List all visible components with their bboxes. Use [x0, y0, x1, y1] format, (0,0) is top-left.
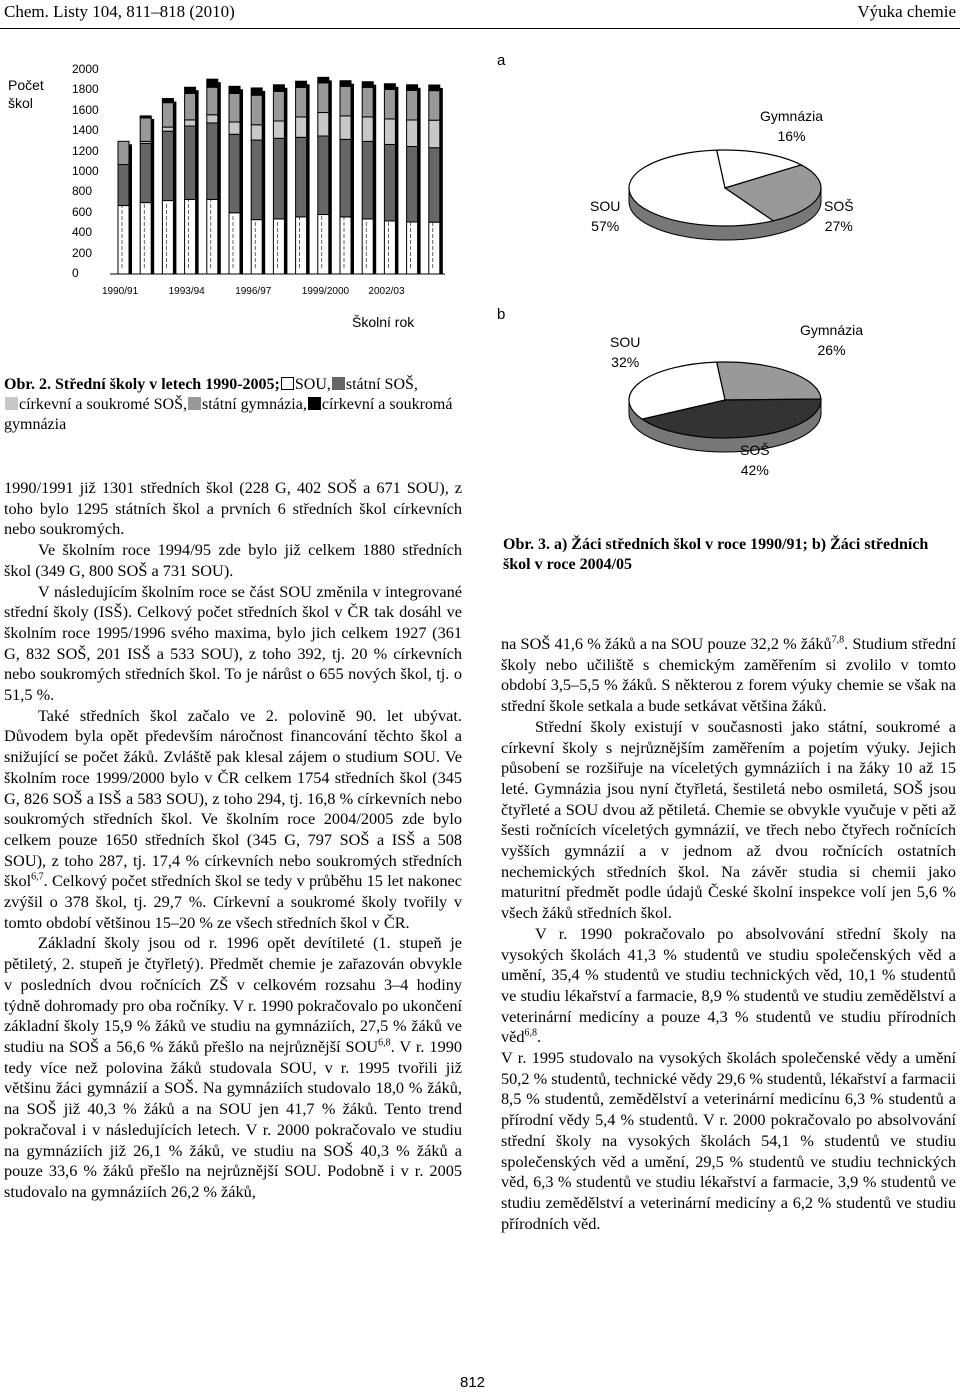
- x-tick-label: 1990/91: [102, 286, 139, 297]
- left-p5-tail: . V r. 1990 tedy více než polovina žáků studovala SOU, v r. 1995 tvořili již většinu žáci gymnázií a SOŠ. Na gymnáziích studovalo 18,0 % žáků, na SOŠ již 40,3 % žáků a na SOU jen 41,7 % žáků. Tento trend pokračoval i v následujících letech. V r. 2000 pokračovalo ve studiu na gymnáziích již 26,1 % žáků, ve studiu na SOŠ 40,3 % žáků a pouze 33,6 % žáků přešlo na nejrůznější SOU. Podobně i v r. 2005 studovalo na gymnáziích 26,2 % žáků,: [4, 1036, 462, 1201]
- y-tick-label: 0: [72, 266, 79, 280]
- pie-a-sou-name: SOU: [590, 198, 621, 214]
- y-tick-label: 600: [72, 204, 93, 219]
- x-tick-label: 1996/97: [235, 286, 272, 297]
- left-paragraph-1: 1990/1991 již 1301 středních škol (228 G, 402 SOŠ a 671 SOU), z toho bylo 1295 státních škol a prvních 6 středních škol církevních nebo soukromých.: [4, 478, 462, 539]
- right-p1-tail: . Studium střední školy nebo učiliště s chemickým zaměřením si zvolilo v tomto období 3,5–5,5 % žáků. S některou z forem výuky chemie se však na střední škole setkala a bude setkávat většina žáků.: [501, 634, 956, 716]
- legend-label-private-gym: církevní a soukromá gymnázia: [4, 396, 453, 433]
- left-p4-body: Také středních škol začalo ve 2. polovině 90. let ubývat. Důvodem byla opět především náročnost financování těchto škol a snižující se počet žáků. Zvláště pak klesal zájem o studium SOU. Ve školním roce 1999/2000 bylo v ČR celkem 1754 středních škol (345 G, 826 SOŠ a ISŠ a 583 SOU), z toho 294, tj. 16,8 % církevních nebo soukromých středních škol. Ve školním roce 2004/2005 zde bylo celkem pouze 1650 středních škol (345 G, 797 SOŠ a ISŠ a 508 SOU), z toho 287, tj. 17,4 % církevních nebo soukromých středních škol: [4, 705, 462, 891]
- pie-a-sos-name: SOŠ: [824, 198, 854, 214]
- journal-citation: Chem. Listy 104, 811–818 (2010): [4, 2, 235, 21]
- fig3-pie-b: [0, 0, 960, 480]
- right-paragraph-3: [501, 924, 956, 1048]
- pie-b-gym-name: Gymnázia: [800, 322, 864, 338]
- legend-label-sou: SOU,: [294, 376, 331, 393]
- right-p1-ref: 7,8: [831, 634, 845, 646]
- pie-b-sou-pct: 32%: [611, 354, 640, 370]
- fig3-panel-a-letter: a: [497, 52, 506, 69]
- y-tick-label: 1600: [72, 102, 99, 117]
- fig2-x-title: Školní rok: [352, 314, 415, 330]
- y-tick-label: 2000: [72, 62, 99, 76]
- x-tick-label: 2002/03: [368, 286, 405, 297]
- y-tick-label: 800: [72, 184, 93, 199]
- left-p4-tail: . Celkový počet středních škol se tedy v průběhu 15 let nakonec zvýšil o 378 škol, tj. 29,7 %. Církevní a soukromé školy tvořily v tomto období většinou 15–20 % ze všech středních škol v ČR.: [4, 871, 462, 932]
- fig3-caption-text: Obr. 3. a) Žáci středních škol v roce 1990/91; b) Žáci středních škol v roce 2004/05: [503, 536, 929, 573]
- left-paragraph-4: [4, 706, 462, 934]
- fig3-panel-b-letter: b: [497, 306, 506, 323]
- pie-slice-Gymnázia: [717, 362, 821, 400]
- y-tick-label: 400: [72, 225, 93, 240]
- pie-a-gym-pct: 16%: [777, 128, 806, 144]
- right-p3-body: V r. 1990 pokračovalo po absolvování střední školy na vysokých školách 41,3 % studentů ve studiu společenských věd a umění, 35,4 % studentů ve studiu technických věd, 10,1 % studentů ve studiu lékařství a farmacie, 8,9 % studentů ve studiu zemědělství a veterinární medicíny a pouze 4,3 % studentů ve studiu přírodních věd: [501, 923, 956, 1047]
- pie-b-label-sos: [740, 440, 770, 480]
- right-p3-tail: .: [537, 1027, 542, 1047]
- pie-b-sos-pct: 42%: [740, 462, 769, 478]
- fig2-caption-prefix: Obr. 2. Střední školy v letech 1990-2005;: [4, 376, 280, 393]
- right-paragraph-1: [501, 634, 956, 717]
- right-paragraph-4: V r. 1995 studovalo na vysokých školách společenské vědy a umění 50,2 % studentů, technické vědy 29,6 % studentů, lékařství a farmacii 8,5 % studentů, zemědělství a veterinární medicínu 6,3 % studentů a přírodní vědy 5,4 % studentů. V r. 2000 pokračovalo po absolvování střední školy na vysokých školách 54,1 % studentů ve studiu společenských věd a umění, 29,5 % studentů ve studiu technických věd, 6,3 % studentů ve studiu lékařství a farmacie, 3,9 % studentů ve studiu zemědělství a veterinární medicíny a 6,2 % studentů ve studiu přírodních věd.: [501, 1048, 956, 1233]
- y-tick-label: 1200: [72, 143, 99, 158]
- left-paragraph-5: [4, 933, 462, 1202]
- left-p5-body: Základní školy jsou od r. 1996 opět devítileté (1. stupeň je pětiletý, 2. stupeň je čtyřletý). Předmět chemie je zařazován obvykle v posledních dvou ročnících ZŠ v celkovém rozsahu 3–4 hodiny týdně dohromady pro oba ročníky. V r. 1990 pokračovalo po ukončení základní školy 15,9 % žáků ve studiu na gymnáziích, 27,5 % žáků ve studiu na SOŠ a 56,6 % žáků přešlo na nejrůznější SOU: [4, 933, 462, 1056]
- fig2-y-title-line2: škol: [8, 95, 33, 111]
- fig3-caption: [503, 535, 953, 575]
- left-p4-ref: 6,7: [31, 871, 44, 883]
- section-name: Výuka chemie: [857, 2, 956, 21]
- fig2-y-title-line1: Počet: [8, 77, 44, 93]
- y-tick-label: 1400: [72, 123, 99, 138]
- y-tick-label: 1000: [72, 164, 99, 178]
- y-tick-label: 200: [72, 245, 93, 260]
- x-tick-label: 1993/94: [168, 286, 205, 297]
- pie-b-label-gym: [800, 320, 863, 360]
- pie-b-sos-name: SOŠ: [740, 442, 770, 458]
- right-p1-body: na SOŠ 41,6 % žáků a na SOU pouze 32,2 % žáků: [501, 634, 832, 653]
- legend-label-state-gym: státní gymnázia,: [201, 396, 307, 413]
- pie-b-gym-pct: 26%: [817, 342, 846, 358]
- right-column: [501, 634, 956, 1234]
- left-p5-ref: 6,8: [378, 1037, 391, 1049]
- pie-a-sos-pct: 27%: [824, 218, 853, 234]
- right-p3-ref: 6,8: [524, 1027, 538, 1039]
- left-paragraph-2: Ve školním roce 1994/95 zde bylo již celkem 1880 středních škol (349 G, 800 SOŠ a 731 SOU).: [4, 540, 462, 580]
- page-number: 812: [460, 1374, 486, 1391]
- pie-a-gym-name: Gymnázia: [760, 108, 824, 124]
- pie-b-sou-name: SOU: [610, 334, 641, 350]
- left-paragraph-3: V následujícím školním roce se část SOU změnila v integrované střední školy (ISŠ). Celkový počet středních škol v ČR tak dosáhl ve školním roce 1995/1996 svého maxima, bylo jich celkem 1927 (361 G, 832 SOŠ, 201 ISŠ a 533 SOU), z toho 392, tj. 20 % církevních nebo soukromých středních škol. To je nárůst o 655 nových škol, tj. o 51,5 %.: [4, 581, 462, 705]
- pie-b-label-sou: [610, 332, 640, 372]
- y-tick-label: 1800: [72, 82, 99, 97]
- right-paragraph-2: Střední školy existují v současnosti jako státní, soukromé a církevní školy s nejrůznějším zaměřením a pojetím výuky. Jejich působení se rozšiřuje na víceletých gymnáziích i na žáky 10 až 15 leté. Gymnázia jsou nyní čtyřletá, šestiletá nebo osmiletá, SOŠ jsou čtyřleté a SOU dvou až pětiletá. Chemie se obvykle vyučuje v pěti až šesti ročnících víceletých gymnázií, ve třech nebo čtyřech ročnících vyšších gymnázií a v jednom až dvou ročnících ostatních nechemických středních škol. Na závěr studia si chemii jako maturitní předmět podle údajů České školní inspekce volí jen 5,6 % všech žáků středních škol.: [501, 716, 956, 923]
- x-tick-label: 1999/2000: [301, 286, 350, 297]
- legend-label-state-sos: státní SOŠ,: [345, 376, 418, 393]
- left-column: [4, 478, 462, 1203]
- legend-label-private-sos: církevní a soukromé SOŠ,: [19, 396, 187, 413]
- pie-a-sou-pct: 57%: [591, 218, 620, 234]
